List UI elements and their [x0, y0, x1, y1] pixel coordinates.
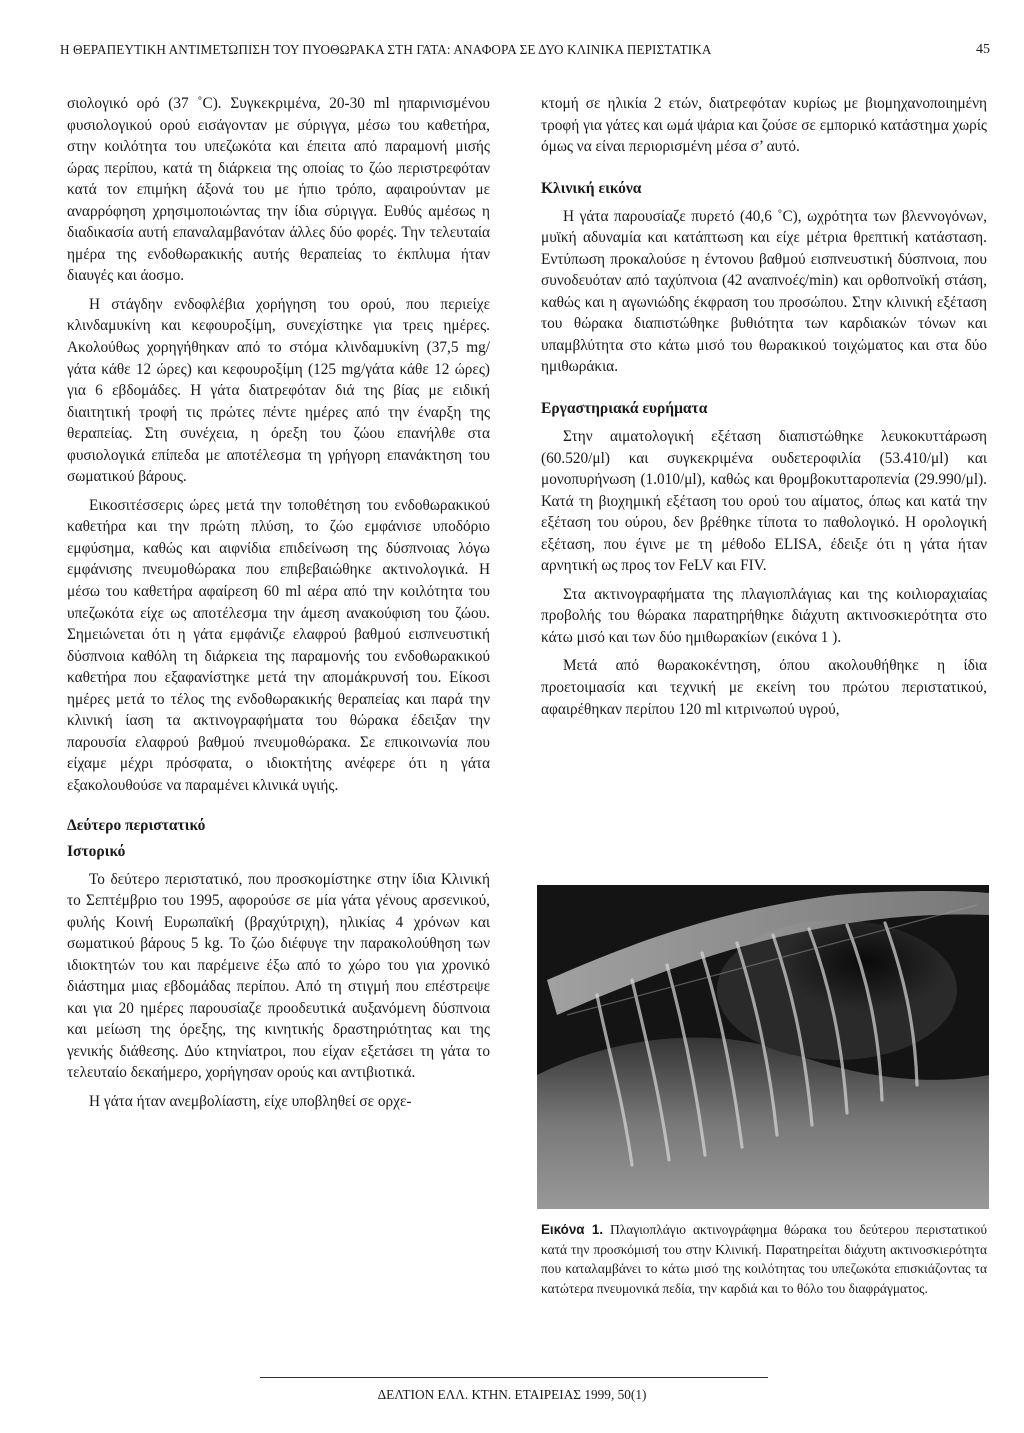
- figure-label: Εικόνα 1.: [541, 1222, 604, 1237]
- paragraph: Το δεύτερο περιστατικό, που προσκομίστηκε στην ίδια Κλινική το Σεπτέμβριο του 1995, αφορούσε σε μία γάτα γένους αρσενικού, φυλής Κοινή Ευρωπαϊκή (βραχύτριχη), ηλικίας 4 χρόνων και σωματικού βάρους 5 kg. Το ζώο διέφυγε την παρακολούθηση των ιδιοκτητών του και παρέμεινε έξω από το χώρο του για χρονικό διάστημα μιας εβδομάδας περίπου. Από τη στιγμή που επέστρεψε και για 20 ημέρες παρουσίαζε προοδευτικά αυξανόμενη δύσπνοια και μείωση της όρεξης, της κινητικής δραστηριότητας και της γενικής διάθεσης. Δύο κτηνίατροι, που είχαν εξετάσει τη γάτα το τελευταίο δεκαήμερο, χορήγησαν ορούς και αντιβιοτικά.: [67, 870, 490, 1082]
- left-column: [67, 93, 490, 1120]
- figure-caption: [541, 1220, 987, 1298]
- paragraph: Στα ακτινογραφήματα της πλαγιοπλάγιας και της κοιλιοραχιαίας προβολής του θώρακα παρατηρήθηκε διάχυτη ακτινοσκιερότητα στο κάτω μισό και των δύο ημιθωρακίων (εικόνα 1 ).: [541, 585, 987, 646]
- subsection-heading-lab: Εργαστηριακά ευρήματα: [541, 400, 708, 418]
- xray-image: [537, 885, 989, 1209]
- journal-footer: ΔΕΛΤΙΟΝ ΕΛΛ. ΚΤΗΝ. ΕΤΑΙΡΕΙΑΣ 1999, 50(1): [377, 1387, 647, 1402]
- paragraph: σιολογικό ορό (37 ˚C). Συγκεκριμένα, 20-30 ml ηπαρινισμένου φυσιολογικού ορού εισάγονταν με σύριγγα, μέσω του καθετήρα, στην κοιλότητα του υπεζωκότα και έπειτα από παραμονή μισής ώρας περίπου, κατά τη διάρκεια της οποίας το ζώο περιστρεφόταν κατά τον επιμήκη άξονά του με ήπιο τρόπο, αφαιρούνταν με αναρρόφηση χρησιμοποιώντας την ίδια σύριγγα. Ευθύς αμέσως η διαδικασία αυτή επαναλαμβανόταν άλλες δύο φορές. Την τελευταία ημέρα της ενδοθωρακικής αυτής θεραπείας το έκπλυμα ήταν διαυγές και άοσμο.: [67, 95, 490, 285]
- paragraph: Η γάτα ήταν ανεμβολίαστη, είχε υποβληθεί σε ορχε-: [89, 1092, 412, 1110]
- footer-rule: [260, 1377, 768, 1378]
- paragraph: κτομή σε ηλικία 2 ετών, διατρεφόταν κυρίως με βιομηχανοποιημένη τροφή για γάτες και ωμά ψάρια και ζούσε σε εμπορικό κατάστημα χωρίς όμως να είναι περιορισμένη μέσα σ’ αυτό.: [541, 95, 987, 156]
- subsection-heading-clinical: Κλινική εικόνα: [541, 179, 642, 197]
- page-number: 45: [976, 42, 990, 57]
- section-heading-case2: Δεύτερο περιστατικό: [67, 816, 206, 834]
- running-header: [60, 42, 990, 64]
- paragraph: Η γάτα παρουσίαζε πυρετό (40,6 ˚C), ωχρότητα των βλεννογόνων, μυϊκή αδυναμία και κατάπτωση και είχε μέτρια θρεπτική κατάσταση. Εντύπωση προκαλούσε η έντονου βαθμού εισπνευστική δύσπνοια, που συνοδευόταν από ταχύπνοια (42 αναπνοές/min) και ορθοπνοϊκή στάση, καθώς και η αγωνιώδης έκφραση του προσώπου. Στην κλινική εξέταση του θώρακα διαπιστώθηκε βυθιότητα των καρδιακών τόνων και υπαμβλύτητα στο κάτω μισό του θωρακικού τοιχώματος και στα δύο ημιθωράκια.: [541, 207, 987, 376]
- subsection-heading-history: Ιστορικό: [67, 842, 126, 860]
- running-title: Η ΘΕΡΑΠΕΥΤΙΚΗ ΑΝΤΙΜΕΤΩΠΙΣΗ ΤΟΥ ΠΥΟΘΩΡΑΚΑ ΣΤΗ ΓΑΤΑ: ΑΝΑΦΟΡΑ ΣΕ ΔΥΟ ΚΛΙΝΙΚΑ ΠΕΡΙΣΤΑΤΙΚΑ: [60, 42, 712, 57]
- figure-caption-text: Πλαγιοπλάγιο ακτινογράφημα θώρακα του δεύτερου περιστατικού κατά την προσκόμισή του στην Κλινική. Παρατηρείται διάχυτη ακτινοσκιερότητα που καταλαμβάνει το κάτω μισό της κοιλότητας του υπεζωκότα επισκιάζοντας τα κατώτερα πνευμονικά πεδία, την καρδιά και το θόλο του διαφράγματος.: [541, 1222, 987, 1296]
- paragraph: Μετά από θωρακοκέντηση, όπου ακολουθήθηκε η ίδια προετοιμασία και τεχνική με εκείνη του πρώτου περιστατικού, αφαιρέθηκαν περίπου 120 ml κιτρινωπού υγρού,: [541, 657, 987, 718]
- paragraph: Η στάγδην ενδοφλέβια χορήγηση του ορού, που περιείχε κλινδαμυκίνη και κεφουροξίμη, συνεχίστηκε για τρεις ημέρες. Ακολούθως χορηγήθηκαν από το στόμα κλινδαμυκίνη (37,5 mg/γάτα κάθε 12 ώρες) και κεφουροξίμη (125 mg/γάτα κάθε 12 ώρες) για 6 εβδομάδες. Η γάτα διατρεφόταν διά της βίας με ειδική διαιτητική τροφή τις πρώτες πέντε ημέρες από την έναρξη της θεραπείας. Στη συνέχεια, η όρεξη του ζώου επανήλθε στα φυσιολογικά επίπεδα με αποτέλεσμα τη γρήγορη επανάκτηση του σωματικού βάρους.: [67, 295, 490, 486]
- paragraph: Στην αιματολογική εξέταση διαπιστώθηκε λευκοκυττάρωση (60.520/μl) και συγκεκριμένα ουδετεροφιλία (53.410/μl) και μονοπυρήνωση (1.010/μl), καθώς και θρομβοκυτταροπενία (29.990/μl). Κατά τη βιοχημική εξέταση του ορού του αίματος, όπως και κατά την εξέταση του ούρου, δεν βρέθηκε τίποτα το παθολογικό. Η ορολογική εξέταση, που έγινε με τη μέθοδο ELISA, έδειξε ότι η γάτα ήταν αρνητική ως προς τον FeLV και FIV.: [541, 428, 987, 575]
- paragraph: Εικοσιτέσσερις ώρες μετά την τοποθέτηση του ενδοθωρακικού καθετήρα και την πρώτη πλύση, το ζώο εμφάνισε υποδόριο εμφύσημα, καθώς και αιφνίδια επιδείνωση της δύσπνοιας λόγω εμφάνισης πνευμοθώρακα που επιβεβαιώθηκε ακτινολογικά. Η μέσω του καθετήρα αφαίρεση 60 ml αέρα από την κοιλότητα του υπεζωκότα είχε ως αποτέλεσμα την άμεση ανακούφιση του ζώου. Σημειώνεται ότι η γάτα εμφάνιζε ελαφρού βαθμού εισπνευστική δύσπνοια καθόλη τη διάρκεια της παραμονής του ενδοθωρακικού καθετήρα που εξαφανίστηκε μετά την απομάκρυνσή του. Είκοσι ημέρες μετά το τέλος της ενδοθωρακικής θεραπείας και παρά την κλινική ίαση τα ακτινογραφήματα του θώρακα έδειξαν την παρουσία ελαφρού βαθμού πνευμοθώρακα. Σε επικοινωνία που είχαμε μέχρι πρόσφατα, ο ιδιοκτήτης ανέφερε ότι η γάτα εξακολουθούσε να παραμένει κλινικά υγιής.: [67, 496, 490, 794]
- right-column: [541, 93, 987, 727]
- xray-figure: [537, 885, 989, 1209]
